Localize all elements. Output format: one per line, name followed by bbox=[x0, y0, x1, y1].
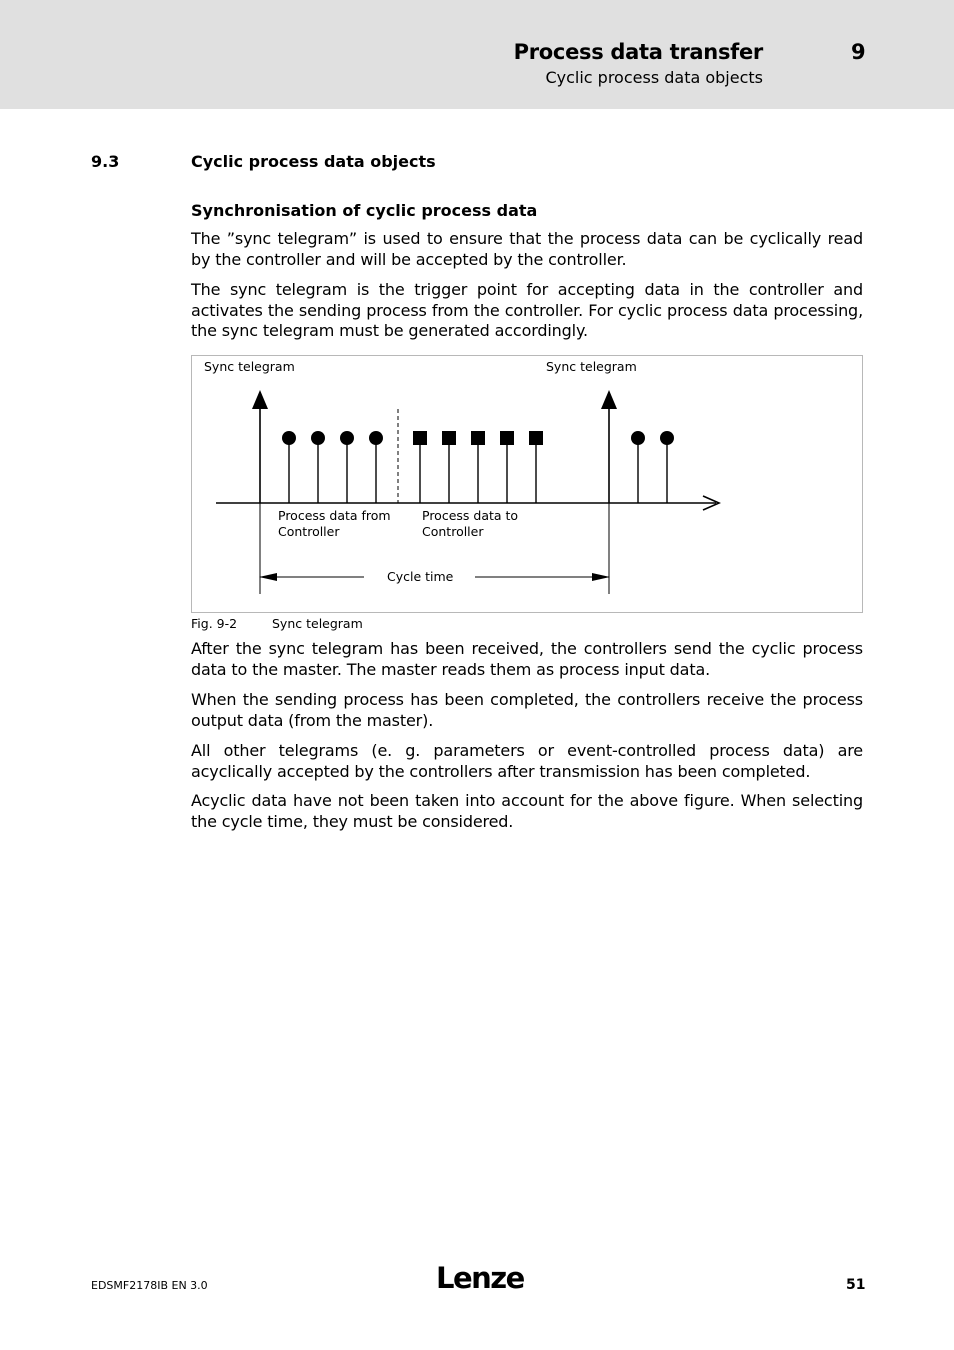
from-controller-marker-4 bbox=[369, 431, 383, 503]
paragraph-after-sync: After the sync telegram has been received, the controllers send the cyclic process data to the master. The master reads them as process input data. bbox=[191, 639, 863, 679]
header-band bbox=[0, 0, 954, 109]
footer-page-number: 51 bbox=[846, 1277, 866, 1293]
sync-telegram-diagram bbox=[192, 356, 864, 614]
paragraph-other-telegrams: All other telegrams (e. g. parameters or event-controlled process data) are acyclically accepted by the controllers after transmission has been completed. bbox=[191, 741, 863, 781]
to-controller-marker-4 bbox=[500, 431, 514, 503]
sync-arrow-left bbox=[252, 390, 268, 503]
paragraph-acyclic-data: Acyclic data have not been taken into account for the above figure. When selecting the cycle time, they must be considered. bbox=[191, 791, 863, 831]
subsection-title: Synchronisation of cyclic process data bbox=[191, 201, 538, 220]
from-controller-label-line2: Controller bbox=[278, 524, 340, 539]
from-controller-marker-next-2 bbox=[660, 431, 674, 503]
chapter-number: 9 bbox=[851, 40, 866, 64]
paragraph-sync-trigger: The sync telegram is the trigger point for accepting data in the controller and activates the sending process from the controller. For cyclic process data processing, the sync telegram must be generated accordingly. bbox=[191, 280, 863, 341]
to-controller-label-line2: Controller bbox=[422, 524, 484, 539]
to-controller-marker-3 bbox=[471, 431, 485, 503]
from-controller-marker-3 bbox=[340, 431, 354, 503]
footer-document-id: EDSMF2178IB EN 3.0 bbox=[91, 1279, 208, 1292]
to-controller-marker-5 bbox=[529, 431, 543, 503]
from-controller-label-line1: Process data from bbox=[278, 508, 391, 523]
to-controller-label-line1: Process data to bbox=[422, 508, 519, 523]
from-controller-marker-1 bbox=[282, 431, 296, 503]
sync-telegram-label-right: Sync telegram bbox=[546, 359, 637, 374]
sync-telegram-figure bbox=[191, 355, 863, 613]
to-controller-marker-2 bbox=[442, 431, 456, 503]
chapter-subtitle: Cyclic process data objects bbox=[545, 68, 763, 87]
figure-caption: Sync telegram bbox=[272, 616, 363, 631]
chapter-title: Process data transfer bbox=[513, 40, 763, 64]
paragraph-sending-complete: When the sending process has been completed, the controllers receive the process output data (from the master). bbox=[191, 690, 863, 730]
section-number: 9.3 bbox=[91, 152, 120, 171]
from-controller-marker-next-1 bbox=[631, 431, 645, 503]
sync-telegram-label-left: Sync telegram bbox=[204, 359, 295, 374]
to-controller-marker-1 bbox=[413, 431, 427, 503]
cycle-time-label: Cycle time bbox=[387, 569, 454, 584]
paragraph-sync-purpose: The ”sync telegram” is used to ensure that the process data can be cyclically read by the controller and will be accepted by the controller. bbox=[191, 229, 863, 269]
section-title: Cyclic process data objects bbox=[191, 152, 436, 171]
from-controller-marker-2 bbox=[311, 431, 325, 503]
figure-number: Fig. 9-2 bbox=[191, 616, 238, 631]
sync-arrow-right bbox=[601, 390, 617, 503]
lenze-logo: Lenze bbox=[436, 1261, 524, 1295]
